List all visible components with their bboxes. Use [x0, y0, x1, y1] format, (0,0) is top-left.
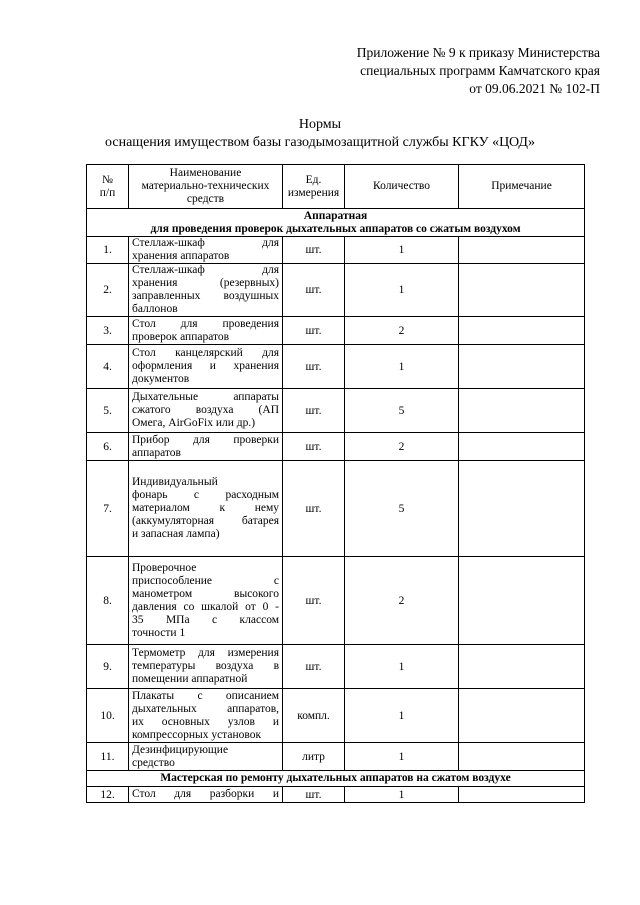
- row-name-line: их основных узлов и: [132, 715, 279, 728]
- row-name-line: температуры воздуха в: [132, 660, 279, 672]
- header-name: [129, 165, 283, 209]
- row-quantity: 1: [345, 689, 459, 743]
- row-name-line: проверок аппаратов: [132, 330, 230, 343]
- row-unit: шт.: [283, 433, 345, 461]
- row-quantity: 1: [345, 345, 459, 389]
- row-number: 11.: [87, 743, 129, 771]
- header-num-line-1: №: [102, 173, 113, 186]
- row-number: 5.: [87, 389, 129, 433]
- row-number: 12.: [87, 787, 129, 803]
- row-note: [459, 743, 585, 771]
- row-number: 7.: [87, 461, 129, 557]
- row-number: 1.: [87, 237, 129, 264]
- row-name-line: манометром высокого: [132, 587, 279, 600]
- header-name-line-1: Наименование: [169, 167, 242, 179]
- row-quantity: 5: [345, 389, 459, 433]
- row-unit: литр: [283, 743, 345, 771]
- row-name-line: документов: [132, 373, 190, 385]
- header-qty: Количество: [345, 165, 459, 209]
- row-name-line: помещении аппаратной: [132, 673, 248, 685]
- row-note: [459, 645, 585, 689]
- document-header: [300, 44, 600, 98]
- row-name: [129, 557, 283, 645]
- section-title-line-2: для проведения проверок дыхательных аппаратов со сжатым воздухом: [150, 222, 521, 235]
- row-name: [129, 317, 283, 345]
- row-name-line: оформления и хранения: [132, 360, 279, 372]
- row-name: [129, 345, 283, 389]
- row-name-line: приспособление с: [132, 574, 279, 587]
- row-name-line: Плакаты с описанием: [132, 689, 279, 702]
- row-name-line: дыхательных аппаратов,: [132, 702, 279, 715]
- row-quantity: 1: [345, 743, 459, 771]
- section-title-line-1: Аппаратная: [303, 209, 368, 222]
- row-name-line: и запасная лампа): [132, 528, 220, 540]
- row-name-line: хранения (резервных): [132, 277, 279, 289]
- row-name-line: заправленных воздушных: [132, 290, 279, 302]
- row-unit: шт.: [283, 345, 345, 389]
- row-quantity: 2: [345, 557, 459, 645]
- table-row: [87, 345, 585, 389]
- row-name-line: 35 МПа с классом: [132, 613, 279, 626]
- row-name-line: компрессорных установок: [132, 728, 262, 741]
- row-unit: шт.: [283, 264, 345, 317]
- row-name-line: средство: [132, 756, 175, 769]
- row-name-line: точности 1: [132, 626, 186, 639]
- header-line-1: Приложение № 9 к приказу Министерства: [356, 45, 600, 60]
- table-row: [87, 237, 585, 264]
- row-name-line: Стол для проведения: [132, 317, 279, 330]
- row-quantity: 2: [345, 317, 459, 345]
- row-name-line: сжатого воздуха (АП: [132, 404, 279, 416]
- row-name: [129, 237, 283, 264]
- row-name: [129, 264, 283, 317]
- table-header-row: [87, 165, 585, 209]
- row-name: [129, 689, 283, 743]
- row-name: [129, 743, 283, 771]
- row-number: 9.: [87, 645, 129, 689]
- row-name: [129, 461, 283, 557]
- header-num-line-2: п/п: [99, 186, 116, 199]
- row-quantity: 2: [345, 433, 459, 461]
- row-number: 3.: [87, 317, 129, 345]
- row-note: [459, 264, 585, 317]
- section-row-apparatus: [87, 209, 585, 237]
- row-name-line: Проверочное: [132, 561, 197, 574]
- row-name-line: аппаратов: [132, 446, 181, 459]
- header-line-3: от 09.06.2021 № 102-П: [469, 81, 600, 96]
- row-quantity: 1: [345, 264, 459, 317]
- row-name-line: (аккумуляторная батарея: [132, 515, 279, 527]
- row-name-line: Дезинфицирующие: [132, 743, 229, 756]
- document-title: [0, 116, 640, 152]
- header-num: [87, 165, 129, 209]
- row-unit: шт.: [283, 645, 345, 689]
- row-quantity: 5: [345, 461, 459, 557]
- row-name-line: Индивидуальный: [132, 476, 218, 488]
- row-note: [459, 345, 585, 389]
- row-name-line: Прибор для проверки: [132, 433, 279, 446]
- row-name-line: фонарь с расходным: [132, 489, 279, 501]
- row-name: Стол для разборки и: [129, 787, 283, 803]
- row-name-line: Стол канцелярский для: [132, 347, 279, 359]
- row-note: [459, 433, 585, 461]
- table-row: [87, 389, 585, 433]
- row-number: 2.: [87, 264, 129, 317]
- row-name-line: Омега, AirGoFix или др.): [132, 417, 256, 429]
- row-number: 6.: [87, 433, 129, 461]
- header-note: Примечание: [459, 165, 585, 209]
- row-unit: шт.: [283, 787, 345, 803]
- title-line-2: оснащения имуществом базы газодымозащитной службы КГКУ «ЦОД»: [105, 135, 535, 150]
- row-name-line: Термометр для измерения: [132, 647, 279, 659]
- row-number: 10.: [87, 689, 129, 743]
- row-unit: шт.: [283, 237, 345, 264]
- table-row: [87, 433, 585, 461]
- row-note: [459, 557, 585, 645]
- table-row: [87, 317, 585, 345]
- row-unit: шт.: [283, 557, 345, 645]
- row-name-line: хранения аппаратов: [132, 250, 230, 262]
- section-title-apparatus: [87, 209, 585, 237]
- row-number: 4.: [87, 345, 129, 389]
- row-note: [459, 237, 585, 264]
- section-title-workshop: Мастерская по ремонту дыхательных аппаратов на сжатом воздухе: [87, 771, 585, 787]
- row-quantity: 1: [345, 237, 459, 264]
- row-quantity: 1: [345, 645, 459, 689]
- row-quantity: 1: [345, 787, 459, 803]
- table-row: [87, 461, 585, 557]
- row-note: [459, 787, 585, 803]
- header-unit-line-2: измерения: [287, 186, 340, 199]
- header-unit-line-1: Ед.: [305, 173, 322, 186]
- table-row: [87, 645, 585, 689]
- row-note: [459, 389, 585, 433]
- row-name-line: Стеллаж-шкаф для: [132, 237, 279, 249]
- row-note: [459, 317, 585, 345]
- row-name-line: давления со шкалой от 0 -: [132, 600, 279, 613]
- table-row: [87, 264, 585, 317]
- header-line-2: специальных программ Камчатского края: [360, 63, 600, 78]
- row-note: [459, 689, 585, 743]
- row-unit: шт.: [283, 389, 345, 433]
- row-name: [129, 433, 283, 461]
- table-row: [87, 787, 585, 803]
- row-unit: шт.: [283, 461, 345, 557]
- row-note: [459, 461, 585, 557]
- row-name-line: Стеллаж-шкаф для: [132, 264, 279, 276]
- header-unit: [283, 165, 345, 209]
- row-name: [129, 645, 283, 689]
- table-row: [87, 743, 585, 771]
- row-name-line: материалом к нему: [132, 502, 279, 514]
- section-row-workshop: [87, 771, 585, 787]
- row-unit: компл.: [283, 689, 345, 743]
- row-name-line: баллонов: [132, 303, 178, 315]
- header-name-line-3: средств: [186, 193, 225, 205]
- table-row: [87, 557, 585, 645]
- table-row: [87, 689, 585, 743]
- row-name-line: Дыхательные аппараты: [132, 391, 279, 403]
- norms-table: [86, 164, 585, 803]
- row-name: [129, 389, 283, 433]
- title-line-1: Нормы: [298, 117, 342, 132]
- header-name-line-2: материально-технических: [141, 180, 270, 192]
- row-unit: шт.: [283, 317, 345, 345]
- row-number: 8.: [87, 557, 129, 645]
